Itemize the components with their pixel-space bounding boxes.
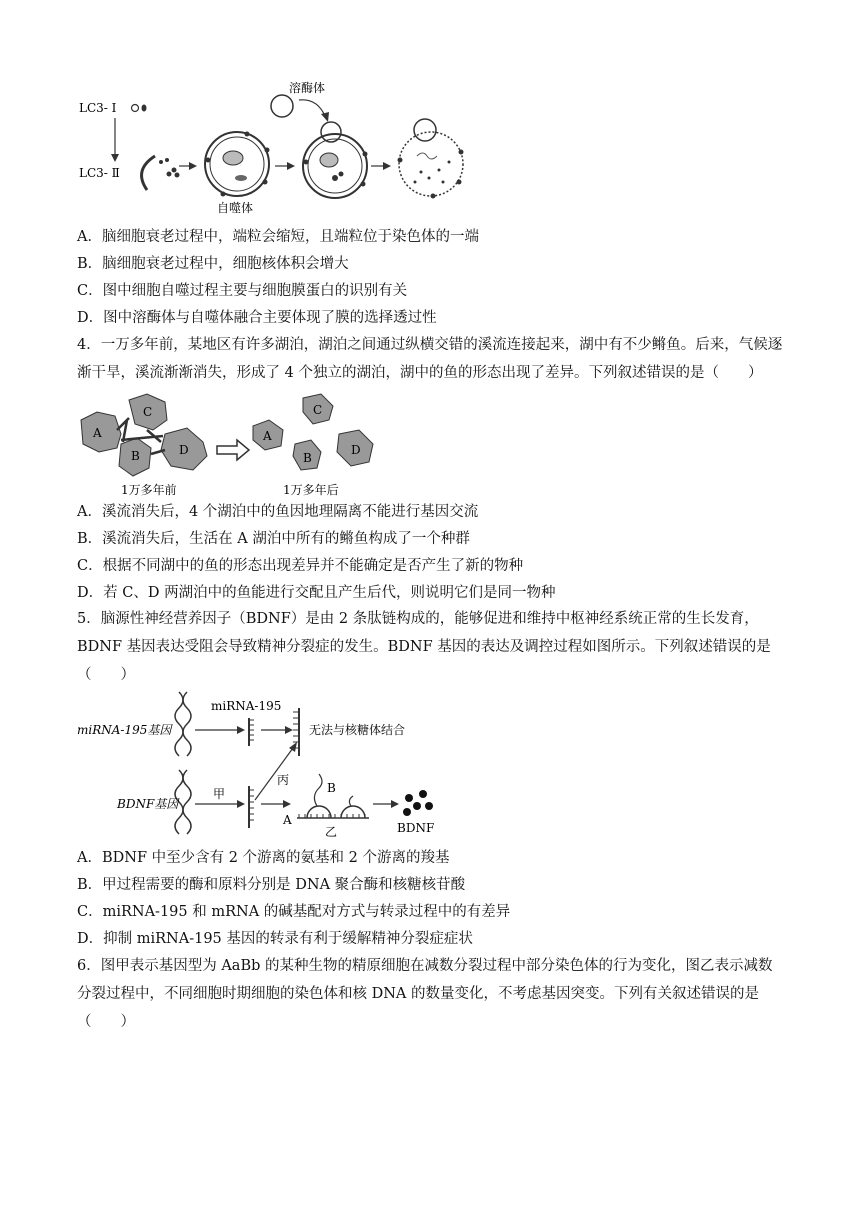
lakes-figure	[77, 390, 387, 500]
lc3-2-label: LC3- Ⅱ	[79, 166, 120, 180]
q4-stem: 4．一万多年前，某地区有许多湖泊，湖泊之间通过纵横交错的溪流连接起来，湖中有不少鳉鱼。后来，气候逐渐干旱，溪流渐渐消失，形成了 4 个独立的湖泊，湖中的鱼的形态出现了差异。下列叙述错误的是（ ）	[77, 337, 783, 381]
before-label: 1万多年前	[121, 483, 177, 497]
after-label: 1万多年后	[283, 483, 339, 497]
q5-option-b: B．甲过程需要的酶和原料分别是 DNA 聚合酶和核糖核苷酸	[77, 877, 466, 893]
lake-c-after: C	[313, 403, 323, 417]
lc3-1-label: LC3- Ⅰ	[79, 101, 117, 115]
q4-option-a: A．溪流消失后，4 个湖泊中的鱼因地理隔离不能进行基因交流	[77, 504, 479, 520]
lake-d-before: D	[179, 443, 189, 457]
lake-d-after: D	[351, 443, 361, 457]
jia-label: 甲	[213, 787, 226, 801]
q6-stem: 6．图甲表示基因型为 AaBb 的某种生物的精原细胞在减数分裂过程中部分染色体的行为变化，图乙表示减数分裂过程中，不同细胞时期细胞的染色体和核 DNA 的数量变化，不考虑基因突变。下列有关叙述错误的是（ ）	[77, 958, 773, 1030]
lake-c-before: C	[143, 405, 153, 419]
mirna-gene-label: miRNA-195基因	[77, 723, 172, 737]
q4-option-b: B．溪流消失后，生活在 A 湖泊中所有的鳉鱼构成了一个种群	[77, 531, 470, 547]
no-bind-label: 无法与核糖体结合	[309, 723, 406, 737]
q5-stem: 5．脑源性神经营养因子（BDNF）是由 2 条肽链构成的，能够促进和维持中枢神经系统正常的生长发育，BDNF 基因表达受阻会导致精神分裂症的发生。BDNF 基因的表达及调控过程如图所示。下列叙述错误的是（ ）	[77, 611, 771, 683]
q4-option-d: D．若 C、D 两湖泊中的鱼能进行交配且产生后代，则说明它们是同一物种	[77, 585, 556, 601]
q5-option-d: D．抑制 miRNA-195 基因的转录有利于缓解精神分裂症症状	[77, 931, 473, 947]
lake-a-before: A	[93, 426, 102, 440]
q3-option-b: B．脑细胞衰老过程中，细胞核体积会增大	[77, 256, 349, 272]
bdnf-label: BDNF	[397, 821, 435, 835]
q3-option-a: A．脑细胞衰老过程中，端粒会缩短，且端粒位于染色体的一端	[77, 229, 479, 245]
bdnf-figure	[77, 688, 437, 838]
q5-option-a: A．BDNF 中至少含有 2 个游离的氨基和 2 个游离的羧基	[77, 850, 450, 866]
lake-b-before: B	[131, 449, 140, 463]
bing-label: 丙	[277, 773, 290, 787]
q3-option-d: D．图中溶酶体与自噬体融合主要体现了膜的选择透过性	[77, 310, 437, 326]
b-label: B	[327, 781, 336, 795]
yi-label: 乙	[325, 825, 338, 838]
bdnf-gene-label: BDNF基因	[117, 797, 179, 811]
autophagy-figure	[77, 78, 477, 218]
q3-option-c: C．图中细胞自噬过程主要与细胞膜蛋白的识别有关	[77, 283, 408, 299]
autophagosome-label: 自噬体	[217, 201, 254, 215]
mirna-label: miRNA-195	[211, 699, 282, 713]
a-label: A	[283, 813, 292, 827]
q5-option-c: C．miRNA-195 和 mRNA 的碱基配对方式与转录过程中的有差异	[77, 904, 511, 920]
lysosome-label: 溶酶体	[289, 81, 326, 95]
lake-b-after: B	[303, 451, 312, 465]
lake-a-after: A	[263, 429, 272, 443]
q4-option-c: C．根据不同湖中的鱼的形态出现差异并不能确定是否产生了新的物种	[77, 558, 524, 574]
